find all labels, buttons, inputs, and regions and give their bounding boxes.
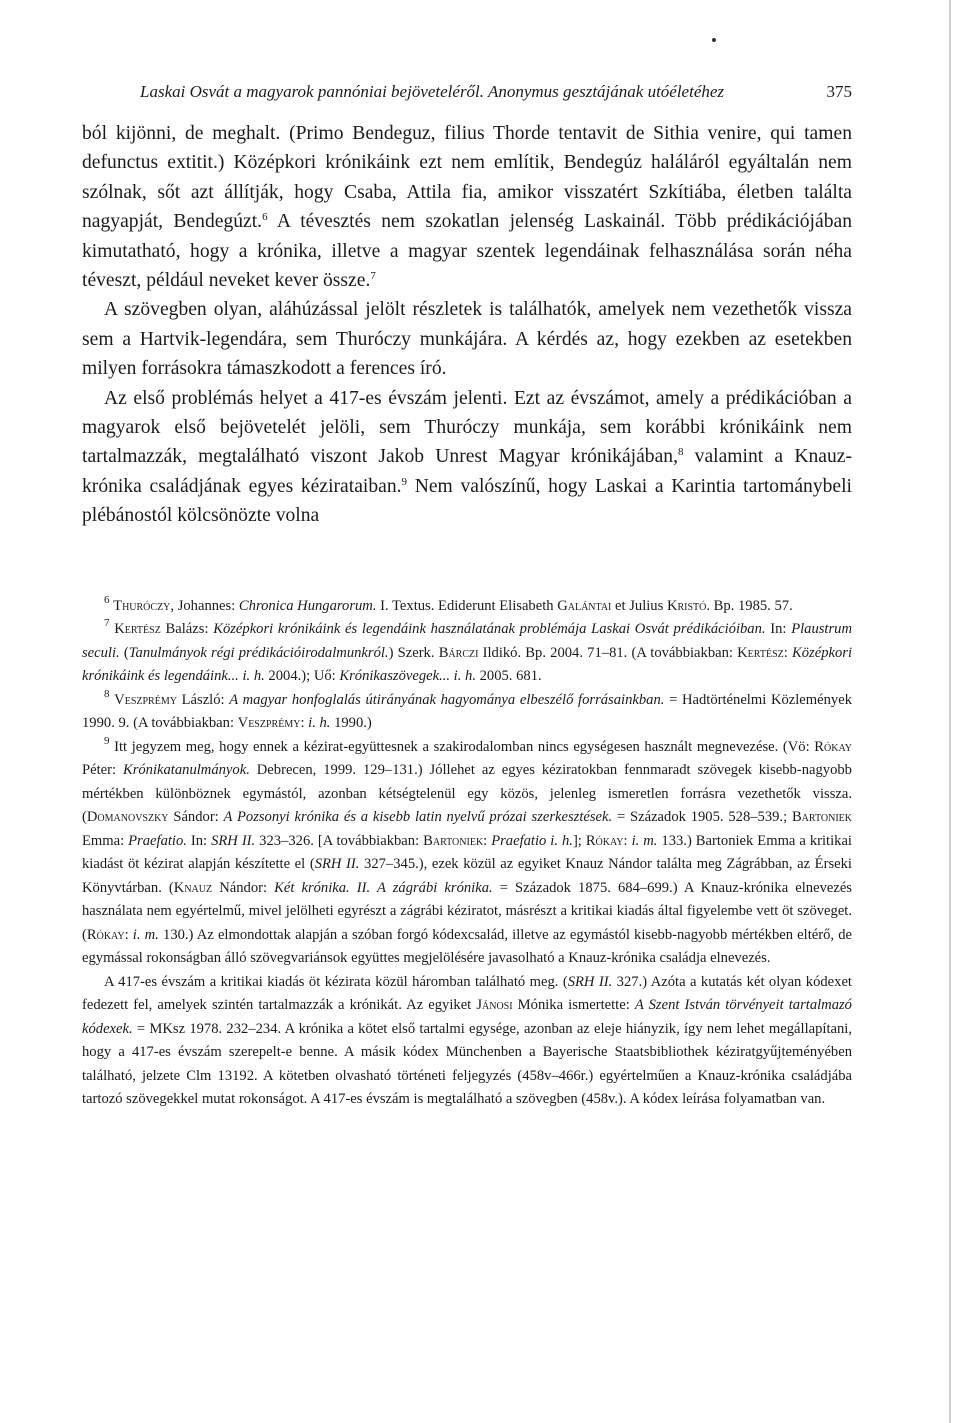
body-paragraph-2: A szövegben olyan, aláhúzással jelölt részletek is találhatók, amelyek nem vezethetők vissza sem a Hartvik-legendára, sem Thuróczy munkájára. A kérdés az, hogy ezekben az esetekben milyen forrásokra támaszkodott a ferences író. xyxy=(82,299,852,380)
footnote-6: $^6$ Thuróczy, Johannes: Chronica Hungarorum. I. Textus. Ediderunt Elisabeth Galántai et Julius Kristó. Bp. 1985. 57. xyxy=(104,593,793,614)
footnote-number: 9 xyxy=(104,734,110,747)
footnote-8: $^8$ Veszprémy László: A magyar honfoglalás útirányának hagyománya elbeszélő forrásainkban. = Hadtörténelmi Közlemények 1990. 9. (A továbbiakban: Veszprémy: i. h. 1990.) xyxy=(82,687,852,732)
footnote-ref-7[interactable]: 7 xyxy=(370,270,376,283)
scan-edge-line xyxy=(949,0,951,1423)
page xyxy=(82,82,852,1112)
footnote-9: $^9$ Itt jegyzem meg, hogy ennek a kézirat-együttesnek a szakirodalomban nincs egységesen használt megnevezése. (Vö: Rókay Péter: Krónikatanulmányok. Debrecen, 1999. 129–131.) Jóllehet az egyes kéziratokban fennmaradt szövegek kisebb-nagyobb mértékben különböznek egymástól, azonban kétségtelenül egy közös, jelenleg ismeretlen forrásra vezethetők vissza. (Domanovszky Sándor: A Pozsonyi krónika és a kisebb latin nyelvű prózai szerkesztések. = Századok 1905. 528–539.; Bartoniek Emma: Praefatio. In: SRH II. 323–326. [A továbbiakban: Bartoniek: Praefatio i. h.]; Rókay: i. m. 133.) Bartoniek Emma a kritikai kiadást öt kézirat alapján készítette el (SRH II. 327–345.), ezek közül az egyiket Knauz Nándor találta meg Zágrábban, az Érseki Könyvtárban. (Knauz Nándor: Két krónika. II. A zágrábi krónika. = Századok 1875. 684–699.) A Knauz-krónika elnevezés használata nem egyértelmű, mivel jelölheti egyrészt a zágrábi kéziratot, másrészt a kritikai kiadás által figyelembe vett öt szöveget. (Rókay: i. m. 130.) Az elmondottak alapján a szóban forgó kódexcsalád, illetve az egymástól kisebb-nagyobb mértékben eltérő, de egymással rokonságban álló szövegvariánsok együttes megjelölésére javasolható a Knauz-krónika családja elnevezés. xyxy=(82,734,852,967)
footnote-7: $^7$ Kertész Balázs: Középkori krónikáink és legendáink használatának problémája Laskai Osvát prédikációiban. In: Plaustrum seculi. (Tanulmányok régi prédikációirodalmunkról.) Szerk. Bárczi Ildikó. Bp. 2004. 71–81. (A továbbiakban: Kertész: Középkori krónikáink és legendáink... i. h. 2004.); Uő: Krónikaszövegek... i. h. 2005. 681. xyxy=(82,617,852,685)
footnote-number: 6 xyxy=(104,593,110,606)
body-paragraph-3: Az első problémás helyet a 417-es évszám jelenti. Ezt az évszámot, amely a prédikációban a magyarok első bejövetelét jelöli, sem Thuróczy munkája, sem korábbi krónikáink nem tartalmazzák, megtalálható viszont Jakob Unrest Magyar krónikájában,$^8$ valamint a Knauz-krónika családjának egyes kézirataiban.$^9$ Nem valószínű, hogy Laskai a Karintia tartománybeli plébánostól kölcsönözte volna xyxy=(82,387,852,527)
page-number: 375 xyxy=(826,82,852,101)
footnotes xyxy=(82,595,852,1112)
footnote-9-continuation: A 417-es évszám a kritikai kiadás öt kézirata közül háromban található meg. (SRH II. 327.) Azóta a kutatás két olyan kódexet fedezett fel, amelyek szintén tartalmazzák a krónikát. Az egyiket Jánosi Mónika ismertette: A Szent István törvényeit tartalmazó kódexek. = MKsz 1978. 232–234. A krónika a kötet első tartalmi egysége, azonban az eleje hiányzik, így nem lehet megállapítani, hogy a 417-es évszám szerepelt-e benne. A másik kódex Münchenben a Bayerische Staatsbibliothek kéziratgyűjteményében található, jelzete Clm 13192. A kötetben olvasható történeti feljegyzés (458v–466r.) egyértelműen a Knauz-krónika családjába tartozó szövegekkel mutat rokonságot. A 417-es évszám is megtalálható a szövegben (458v.). A kódex leírása folyamatban van. xyxy=(82,973,852,1108)
footnote-ref-8[interactable]: 8 xyxy=(677,446,684,459)
footnote-number: 8 xyxy=(104,687,110,700)
body-text xyxy=(82,119,852,531)
running-title: Laskai Osvát a magyarok pannóniai bejöveteléről. Anonymus gesztájának utóéletéhez xyxy=(140,82,725,101)
footnote-ref-9[interactable]: 9 xyxy=(401,475,408,488)
running-head xyxy=(82,82,852,102)
footnote-number: 7 xyxy=(104,617,110,630)
body-paragraph-1: ból kijönni, de meghalt. (Primo Bendeguz, filius Thorde tentavit de Sithia venire, qui tamen defunctus extitit.) Középkori krónikáink ezt nem említik, Bendegúz haláláról egyáltalán nem szólnak, sőt azt állítják, hogy Csaba, Attila fia, amikor visszatért Szkítiába, életben találta nagyapját, Bendegúzt.$^6$ A tévesztés nem szokatlan jelenség Laskainál. Több prédikációjában kimutatható, hogy a krónika, illetve a magyar szentek legendáinak felhasználása során néha téveszt, például neveket kever össze.$^7$ xyxy=(82,123,852,292)
scan-speck xyxy=(712,38,716,42)
footnote-ref-6[interactable]: 6 xyxy=(262,211,268,224)
